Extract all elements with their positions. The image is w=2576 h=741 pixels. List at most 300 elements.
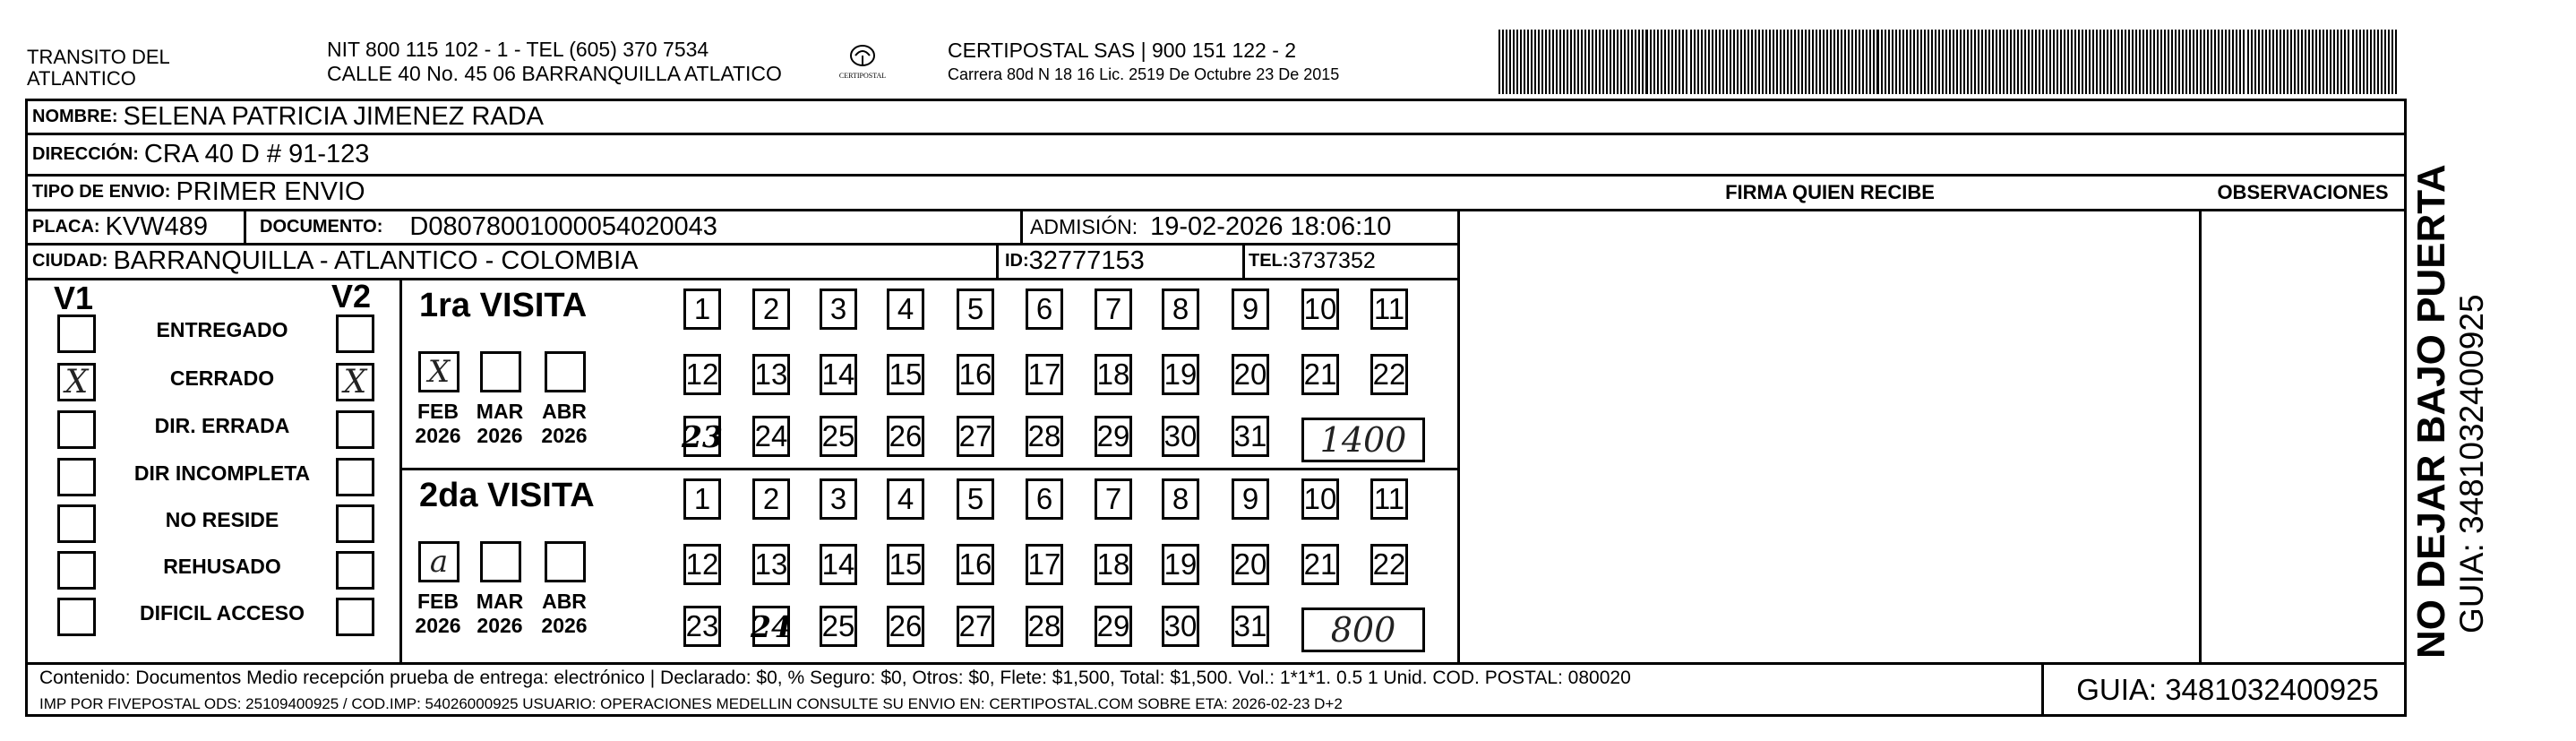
barcode-bar	[1769, 30, 1771, 94]
barcode-bar	[1765, 30, 1767, 94]
barcode-bar	[2265, 30, 2267, 94]
logo-text: CERTIPOSTAL	[838, 72, 887, 80]
barcode-bar	[1690, 30, 1692, 94]
barcode-bar	[2348, 30, 2349, 94]
barcode-bar	[2214, 30, 2216, 94]
barcode-bar	[1549, 30, 1550, 94]
month-label	[411, 400, 465, 448]
day-box[interactable]: 21	[1301, 354, 1339, 395]
barcode-bar	[1773, 30, 1774, 94]
barcode-bar	[2128, 30, 2130, 94]
barcode-bar	[1960, 30, 1962, 94]
barcode-bar	[1899, 30, 1901, 94]
day-box[interactable]: 23	[683, 606, 721, 647]
barcode-bar	[2014, 30, 2015, 94]
barcode-bar	[2203, 30, 2205, 94]
day-box[interactable]: 11	[1370, 289, 1408, 330]
barcode-bar	[2182, 30, 2184, 94]
day-box[interactable]: 11	[1370, 478, 1408, 520]
day-box[interactable]: 12	[683, 544, 721, 585]
day-box[interactable]: 4	[887, 478, 924, 520]
barcode-bar	[1592, 30, 1593, 94]
day-box[interactable]: 1	[683, 289, 721, 330]
status-label: DIR INCOMPLETA	[133, 461, 311, 485]
barcode-bar	[1794, 30, 1796, 94]
tel-label: TEL:	[1249, 251, 1289, 271]
day-box[interactable]: 6	[1026, 478, 1063, 520]
day-box[interactable]: 17	[1026, 544, 1063, 585]
month-name: ABR	[542, 400, 587, 423]
barcode-bar	[2239, 30, 2241, 94]
license-line: Carrera 80d N 18 16 Lic. 2519 De Octubre 23 De 2015	[948, 65, 1340, 83]
tel-cell	[1249, 245, 1376, 278]
barcode-bar	[1928, 30, 1929, 94]
barcode-bar	[1913, 30, 1915, 94]
barcode-bar	[2359, 30, 2361, 94]
barcode-bar	[1653, 30, 1655, 94]
barcode-bar	[1610, 30, 1611, 94]
day-box[interactable]: 18	[1095, 354, 1132, 395]
barcode-bar	[2391, 30, 2393, 94]
barcode-bar	[2395, 30, 2397, 94]
status-label: CERRADO	[169, 366, 275, 390]
day-box[interactable]: 4	[887, 289, 924, 330]
day-box[interactable]: 21	[1301, 544, 1339, 585]
barcode-bar	[1826, 30, 1828, 94]
status-label: NO RESIDE	[165, 508, 279, 531]
barcode-bar	[1650, 30, 1652, 94]
barcode-bar	[1798, 30, 1799, 94]
barcode-bar	[2308, 30, 2310, 94]
barcode-bar	[2171, 30, 2173, 94]
day-box[interactable]: 23	[683, 416, 721, 457]
barcode-bar	[2326, 30, 2328, 94]
barcode-bar	[1895, 30, 1897, 94]
barcode-bar	[2333, 30, 2335, 94]
barcode-bar	[1506, 30, 1507, 94]
barcode-bar	[1851, 30, 1853, 94]
day-box[interactable]: 30	[1162, 606, 1199, 647]
barcode-bar	[2254, 30, 2256, 94]
barcode-bar	[1833, 30, 1835, 94]
barcode-bar	[1737, 30, 1739, 94]
barcode-bar	[1712, 30, 1713, 94]
barcode-bar	[1967, 30, 1969, 94]
barcode-bar	[1581, 30, 1583, 94]
document-label: DOCUMENTO:	[260, 217, 383, 237]
barcode-bar	[2110, 30, 2112, 94]
barcode-bar	[1942, 30, 1944, 94]
barcode-bar	[1556, 30, 1558, 94]
barcode-bar	[2064, 30, 2065, 94]
tel-value: 3737352	[1288, 248, 1376, 273]
barcode-bar	[1780, 30, 1782, 94]
barcode-bar	[2225, 30, 2227, 94]
barcode-bar	[2153, 30, 2155, 94]
month-checkbox[interactable]: a	[418, 541, 459, 582]
v2-checkbox[interactable]	[336, 410, 374, 449]
barcode-bar	[1513, 30, 1515, 94]
barcode-bar	[2085, 30, 2087, 94]
barcode-bar	[2374, 30, 2375, 94]
v1-label: V1	[54, 280, 94, 316]
v2-checkbox[interactable]	[336, 458, 374, 496]
barcode-bar	[1701, 30, 1703, 94]
barcode-bar	[1953, 30, 1954, 94]
side-guide: GUIA: 3481032400925	[2453, 294, 2490, 633]
ship-type: PRIMER ENVIO	[176, 177, 365, 206]
day-box[interactable]: 10	[1301, 289, 1339, 330]
barcode-bar	[2003, 30, 2005, 94]
barcode-bar	[1733, 30, 1735, 94]
barcode-bar	[1531, 30, 1533, 94]
barcode-bar	[1541, 30, 1543, 94]
day-box[interactable]: 26	[887, 416, 924, 457]
barcode-bar	[2042, 30, 2044, 94]
day-box[interactable]: 15	[887, 354, 924, 395]
barcode-bar	[2121, 30, 2123, 94]
barcode-bar	[1631, 30, 1633, 94]
barcode-bar	[2340, 30, 2342, 94]
id-cell	[1005, 245, 1145, 278]
day-box[interactable]: 19	[1162, 544, 1199, 585]
ship-type-row	[32, 176, 365, 209]
month-checkbox[interactable]	[480, 541, 521, 582]
barcode-bar	[1627, 30, 1629, 94]
month-checkbox[interactable]	[480, 351, 521, 392]
month-label	[411, 590, 465, 638]
barcode-bar	[1920, 30, 1922, 94]
barcode-bar	[2377, 30, 2379, 94]
address-label: DIRECCIÓN:	[32, 144, 139, 164]
day-box[interactable]: 27	[957, 606, 994, 647]
barcode-bar	[1574, 30, 1576, 94]
month-name: ABR	[542, 590, 587, 613]
barcode-bar	[2283, 30, 2285, 94]
day-box[interactable]: 31	[1232, 606, 1269, 647]
month-name: MAR	[476, 400, 524, 423]
barcode-bar	[1588, 30, 1590, 94]
barcode-bar	[2196, 30, 2198, 94]
barcode-bar	[1686, 30, 1687, 94]
barcode-bar	[2258, 30, 2260, 94]
barcode-bar	[2272, 30, 2274, 94]
barcode-bar	[1567, 30, 1568, 94]
barcode-bar	[1924, 30, 1926, 94]
certipostal-logo	[831, 38, 894, 91]
barcode-bar	[1730, 30, 1731, 94]
v2-checkbox[interactable]	[336, 314, 374, 353]
day-box[interactable]: 6	[1026, 289, 1063, 330]
barcode-bar	[1584, 30, 1586, 94]
barcode-bar	[2363, 30, 2365, 94]
barcode-bar	[1570, 30, 1572, 94]
day-box[interactable]: 3	[820, 478, 857, 520]
day-box[interactable]: 8	[1162, 289, 1199, 330]
day-box[interactable]: 8	[1162, 478, 1199, 520]
barcode-bar	[1917, 30, 1919, 94]
barcode-bar	[1888, 30, 1890, 94]
day-box[interactable]: 7	[1095, 289, 1132, 330]
visit-time-box[interactable]: 800	[1301, 607, 1425, 652]
barcode-bar	[1873, 30, 1875, 94]
barcode-bar	[2107, 30, 2108, 94]
barcode-bar	[1661, 30, 1662, 94]
day-box[interactable]: 28	[1026, 606, 1063, 647]
barcode-bar	[1577, 30, 1579, 94]
barcode-bar	[1885, 30, 1886, 94]
v2-checkbox[interactable]: X	[336, 363, 374, 401]
barcode-bar	[2352, 30, 2354, 94]
barcode-bar	[1848, 30, 1850, 94]
barcode-bar	[1892, 30, 1893, 94]
barcode-bar	[2211, 30, 2212, 94]
day-box[interactable]: 16	[957, 354, 994, 395]
day-box[interactable]: 3	[820, 289, 857, 330]
barcode-bar	[2276, 30, 2278, 94]
month-name: FEB	[417, 590, 459, 613]
barcode-bar	[1642, 30, 1644, 94]
day-box[interactable]: 14	[820, 544, 857, 585]
barcode-bar	[2247, 30, 2249, 94]
month-year: 2026	[477, 424, 523, 447]
barcode-bar	[2294, 30, 2296, 94]
barcode-bar	[2232, 30, 2234, 94]
month-year: 2026	[415, 614, 461, 637]
barcode-bar	[2067, 30, 2069, 94]
barcode-bar	[1524, 30, 1525, 94]
day-box[interactable]: 5	[957, 478, 994, 520]
barcode-bar	[2114, 30, 2116, 94]
month-checkbox[interactable]	[545, 541, 586, 582]
barcode-bar	[1978, 30, 1979, 94]
barcode-bar	[1783, 30, 1785, 94]
plate-cell	[32, 211, 208, 244]
day-box[interactable]: 12	[683, 354, 721, 395]
day-box[interactable]: 20	[1232, 354, 1269, 395]
v2-label: V2	[331, 278, 372, 314]
day-box[interactable]: 31	[1232, 416, 1269, 457]
day-box[interactable]: 5	[957, 289, 994, 330]
barcode-bar	[1949, 30, 1951, 94]
barcode-bar	[1812, 30, 1814, 94]
side-warning: NO DEJAR BAJO PUERTA	[2409, 164, 2453, 659]
barcode-bar	[1823, 30, 1825, 94]
city-value: BARRANQUILLA - ATLANTICO - COLOMBIA	[113, 246, 639, 275]
barcode-bar	[2021, 30, 2022, 94]
day-box[interactable]: 13	[752, 544, 790, 585]
barcode-icon	[1498, 30, 2406, 94]
day-box[interactable]: 30	[1162, 416, 1199, 457]
barcode-bar	[2024, 30, 2026, 94]
barcode-bar	[1645, 30, 1648, 94]
barcode-bar	[2103, 30, 2105, 94]
barcode-bar	[2125, 30, 2126, 94]
day-box[interactable]: 17	[1026, 354, 1063, 395]
day-box[interactable]: 22	[1370, 354, 1408, 395]
admission-label: ADMISIÓN:	[1030, 215, 1138, 238]
status-label: ENTREGADO	[156, 318, 288, 341]
barcode-bar	[2053, 30, 2055, 94]
barcode-bar	[2150, 30, 2151, 94]
barcode-bar	[2381, 30, 2383, 94]
observations-header	[2202, 176, 2404, 209]
month-year: 2026	[541, 424, 588, 447]
barcode-bar	[1740, 30, 1742, 94]
barcode-bar	[1620, 30, 1622, 94]
barcode-bar	[2312, 30, 2314, 94]
barcode-bar	[2096, 30, 2098, 94]
barcode	[1498, 30, 2406, 94]
barcode-bar	[1819, 30, 1821, 94]
v2-checkbox[interactable]	[336, 504, 374, 543]
barcode-bar	[2175, 30, 2177, 94]
barcode-bar	[2384, 30, 2386, 94]
barcode-bar	[1910, 30, 1911, 94]
day-box[interactable]: 2	[752, 289, 790, 330]
barcode-bar	[1606, 30, 1608, 94]
barcode-bar	[1999, 30, 2001, 94]
month-checkbox[interactable]	[545, 351, 586, 392]
recipient-address-row	[32, 135, 369, 174]
month-checkbox[interactable]: X	[418, 351, 459, 392]
barcode-bar	[1668, 30, 1670, 94]
day-box[interactable]: 13	[752, 354, 790, 395]
barcode-bar	[2356, 30, 2357, 94]
barcode-bar	[2031, 30, 2033, 94]
visit-time-box[interactable]: 1400	[1301, 418, 1425, 462]
day-box[interactable]: 14	[820, 354, 857, 395]
barcode-bar	[2330, 30, 2331, 94]
barcode-bar	[2236, 30, 2237, 94]
contents-line: Contenido: Documentos Medio recepción prueba de entrega: electrónico | Declarado: $0, % Seguro: $0, Otros: $0, Flete: $1,500, Total: $1,500. Vol.: 1*1*1. 0.5 1 Unid. COD. POSTAL: 080020	[39, 668, 1631, 688]
barcode-bar	[1552, 30, 1554, 94]
barcode-bar	[1996, 30, 1997, 94]
barcode-bar	[2251, 30, 2253, 94]
day-box[interactable]: 26	[887, 606, 924, 647]
barcode-bar	[2078, 30, 2080, 94]
barcode-bar	[1956, 30, 1958, 94]
barcode-bar	[2017, 30, 2019, 94]
day-box[interactable]: 27	[957, 416, 994, 457]
side-text	[2409, 164, 2490, 659]
day-box[interactable]: 9	[1232, 289, 1269, 330]
sender-contact	[327, 38, 782, 86]
company-info	[948, 38, 1339, 86]
day-box[interactable]: 20	[1232, 544, 1269, 585]
id-label: ID:	[1005, 251, 1029, 271]
day-box[interactable]: 16	[957, 544, 994, 585]
barcode-bar	[2071, 30, 2073, 94]
barcode-bar	[2160, 30, 2162, 94]
day-box[interactable]: 9	[1232, 478, 1269, 520]
day-box[interactable]: 2	[752, 478, 790, 520]
barcode-bar	[2228, 30, 2230, 94]
barcode-bar	[2290, 30, 2292, 94]
barcode-bar	[2049, 30, 2051, 94]
footer-guide: GUIA: 3481032400925	[2076, 672, 2379, 706]
barcode-bar	[1935, 30, 1936, 94]
barcode-bar	[1527, 30, 1529, 94]
barcode-bar	[1992, 30, 1994, 94]
barcode-bar	[2269, 30, 2271, 94]
barcode-bar	[1715, 30, 1717, 94]
barcode-bar	[2074, 30, 2076, 94]
barcode-bar	[2092, 30, 2094, 94]
recipient-name: SELENA PATRICIA JIMENEZ RADA	[123, 102, 545, 131]
barcode-bar	[2168, 30, 2169, 94]
day-box[interactable]: 28	[1026, 416, 1063, 457]
month-name: FEB	[417, 400, 459, 423]
day-box[interactable]: 25	[820, 606, 857, 647]
day-box[interactable]: 29	[1095, 416, 1132, 457]
barcode-bar	[1744, 30, 1746, 94]
day-box[interactable]: 24	[752, 606, 790, 647]
barcode-bar	[2200, 30, 2202, 94]
barcode-bar	[1635, 30, 1636, 94]
day-box[interactable]: 1	[683, 478, 721, 520]
barcode-bar	[1790, 30, 1792, 94]
signature-label: FIRMA QUIEN RECIBE	[1725, 180, 1935, 203]
barcode-bar	[2082, 30, 2083, 94]
barcode-bar	[1502, 30, 1504, 94]
barcode-bar	[1974, 30, 1976, 94]
day-box[interactable]: 15	[887, 544, 924, 585]
barcode-bar	[1985, 30, 1987, 94]
barcode-bar	[2218, 30, 2220, 94]
barcode-bar	[1682, 30, 1684, 94]
barcode-bar	[1758, 30, 1760, 94]
v2-checkbox[interactable]	[336, 551, 374, 590]
day-box[interactable]: 10	[1301, 478, 1339, 520]
day-box[interactable]: 25	[820, 416, 857, 457]
barcode-bar	[1559, 30, 1561, 94]
sender-line-1: TRANSITO DEL	[27, 46, 170, 68]
status-label: DIR. ERRADA	[154, 414, 290, 437]
day-box[interactable]: 18	[1095, 544, 1132, 585]
barcode-bar	[1981, 30, 1983, 94]
barcode-bar	[1808, 30, 1810, 94]
barcode-bar	[1697, 30, 1699, 94]
barcode-bar	[2039, 30, 2040, 94]
barcode-bar	[2185, 30, 2187, 94]
barcode-bar	[2301, 30, 2303, 94]
barcode-bar	[1866, 30, 1868, 94]
barcode-bar	[1906, 30, 1908, 94]
day-box[interactable]: 24	[752, 416, 790, 457]
day-box[interactable]: 19	[1162, 354, 1199, 395]
nit-line: NIT 800 115 102 - 1 - TEL (605) 370 7534	[327, 38, 709, 61]
barcode-bar	[2132, 30, 2134, 94]
recipient-address: CRA 40 D # 91-123	[143, 140, 370, 168]
day-box[interactable]: 29	[1095, 606, 1132, 647]
barcode-bar	[1602, 30, 1604, 94]
v2-checkbox[interactable]	[336, 598, 374, 636]
barcode-bar	[1988, 30, 1990, 94]
barcode-bar	[1708, 30, 1710, 94]
barcode-bar	[1862, 30, 1864, 94]
v1-checkbox[interactable]: X	[57, 363, 96, 401]
signature-header	[1469, 176, 2191, 209]
visit-title: 2da VISITA	[419, 477, 595, 514]
barcode-bar	[1675, 30, 1677, 94]
barcode-bar	[1787, 30, 1789, 94]
barcode-bar	[2370, 30, 2372, 94]
day-box[interactable]: 7	[1095, 478, 1132, 520]
day-box[interactable]: 22	[1370, 544, 1408, 585]
admission-cell	[1030, 211, 1391, 244]
barcode-bar	[1534, 30, 1536, 94]
